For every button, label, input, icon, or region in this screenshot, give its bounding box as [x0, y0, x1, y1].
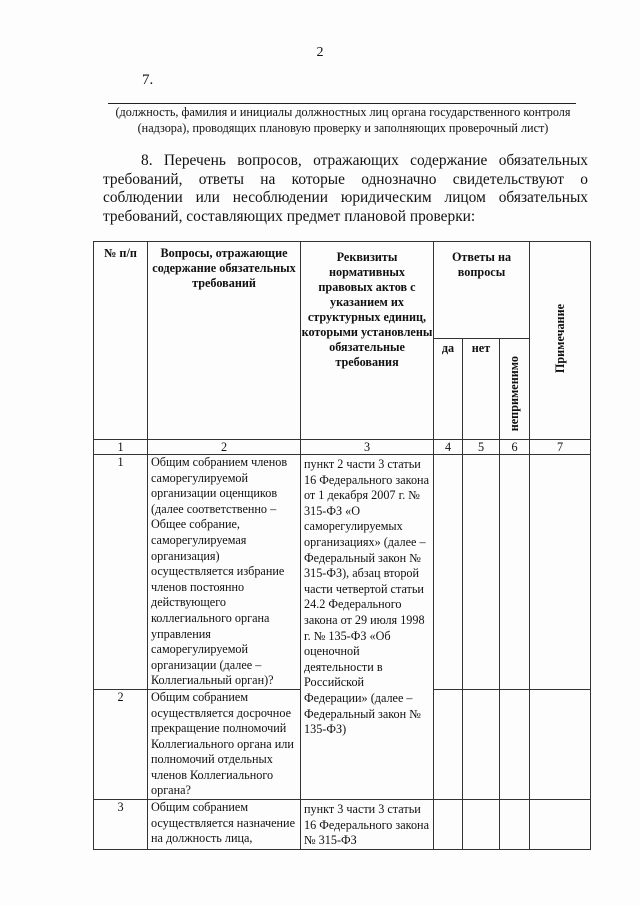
row-number: 3: [94, 800, 148, 850]
header-no-answer: нет: [463, 339, 500, 440]
row-question: Общим собранием членов саморегулируемой организации оценщиков (далее соответственно – Общее собрание, саморегулируемая организация) осуществляется избрание членов постоянно действующего коллегиального органа управления саморегулируемой организации (далее – Коллегиальный орган)?: [148, 455, 301, 690]
column-numbers-row: [94, 440, 591, 455]
header-not-applicable: [500, 339, 530, 440]
header-answers: Ответы на вопросы: [434, 242, 530, 339]
item-7-label: 7.: [142, 72, 154, 88]
answer-yes-cell[interactable]: [434, 455, 463, 690]
row-question: Общим собранием осуществляется назначение на должность лица,: [148, 800, 301, 850]
row-requisites: пункт 3 части 3 статьи 16 Федерального закона № 315-ФЗ: [301, 800, 434, 850]
row-requisites: пункт 2 части 3 статьи 16 Федерального закона от 1 декабря 2007 г. № 315-ФЗ «О саморегулируемых организациях» (далее – Федеральный закон № 315-ФЗ), абзац второй части четвертой статьи 24.2 Федерального закона от 29 июля 1998 г. № 135-ФЗ «Об оценочной деятельности в Российской Федерации» (далее – Федеральный закон № 135-ФЗ): [301, 455, 434, 800]
table-row: [94, 800, 591, 850]
answer-yes-cell[interactable]: [434, 689, 463, 799]
header-number: № п/п: [94, 242, 148, 440]
column-number: 4: [434, 440, 463, 455]
header-note-label: Примечание: [552, 303, 567, 374]
column-number: 2: [148, 440, 301, 455]
row-number: 2: [94, 689, 148, 799]
header-requisites: Реквизиты нормативных правовых актов с указанием их структурных единиц, которыми установлены обязательные требования: [301, 242, 434, 440]
paragraph-8: 8. Перечень вопросов, отражающих содержание обязательных требований, ответы на которые однозначно свидетельствуют о соблюдении или несоблюдении юридическим лицом обязательных требований, составляющих предмет плановой проверки:: [103, 152, 588, 225]
header-not-applicable-label: неприменимо: [507, 355, 521, 431]
header-row-top: [94, 242, 591, 339]
answer-no-cell[interactable]: [463, 689, 500, 799]
table-row: [94, 455, 591, 690]
column-number: 6: [500, 440, 530, 455]
answer-na-cell[interactable]: [500, 800, 530, 850]
column-number: 1: [94, 440, 148, 455]
checklist-table: [93, 241, 591, 850]
answer-na-cell[interactable]: [500, 455, 530, 690]
column-number: 7: [530, 440, 591, 455]
header-yes: да: [434, 339, 463, 440]
note-cell[interactable]: [530, 800, 591, 850]
note-cell[interactable]: [530, 689, 591, 799]
answer-no-cell[interactable]: [463, 455, 500, 690]
note-cell[interactable]: [530, 455, 591, 690]
row-number: 1: [94, 455, 148, 690]
answer-na-cell[interactable]: [500, 689, 530, 799]
header-note: [530, 242, 591, 440]
header-questions: Вопросы, отражающие содержание обязательных требований: [148, 242, 301, 440]
row-question: Общим собранием осуществляется досрочное прекращение полномочий Коллегиального органа или полномочий отдельных членов Коллегиального органа?: [148, 689, 301, 799]
answer-yes-cell[interactable]: [434, 800, 463, 850]
signature-caption: (должность, фамилия и инициалы должностных лиц органа государственного контроля (надзора), проводящих плановую проверку и заполняющих проверочный лист): [115, 105, 571, 135]
column-number: 5: [463, 440, 500, 455]
answer-no-cell[interactable]: [463, 800, 500, 850]
column-number: 3: [301, 440, 434, 455]
page-number: 2: [316, 45, 324, 60]
